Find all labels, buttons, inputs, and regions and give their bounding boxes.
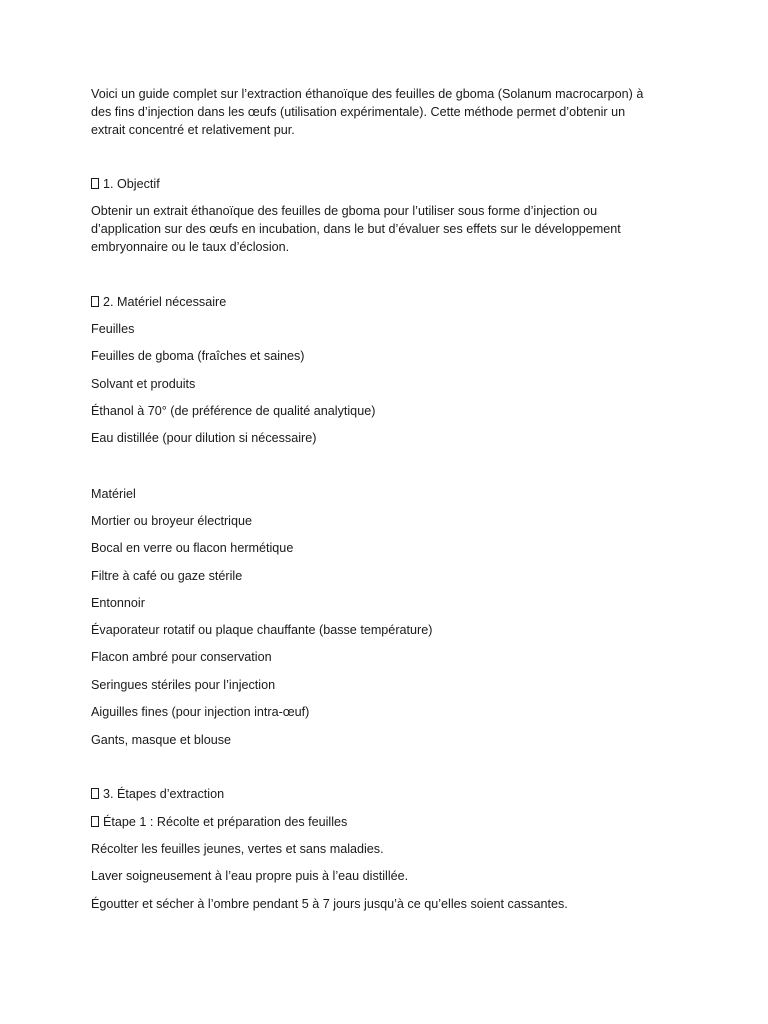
intro-line: des fins d’injection dans les œufs (utilisation expérimentale). Cette méthode permet d’obtenir un	[91, 105, 626, 119]
list-item: Eau distillée (pour dilution si nécessaire)	[91, 431, 317, 445]
intro-line: extrait concentré et relativement pur.	[91, 123, 295, 137]
objectif-line: d’application sur des œufs en incubation, dans le but d’évaluer ses effets sur le développement	[91, 222, 621, 236]
objectif-line: embryonnaire ou le taux d’éclosion.	[91, 240, 290, 254]
list-item: Aiguilles fines (pour injection intra-œuf)	[91, 705, 310, 719]
list-item: Évaporateur rotatif ou plaque chauffante (basse température)	[91, 623, 433, 637]
list-item: Entonnoir	[91, 596, 145, 610]
list-item: Mortier ou broyeur électrique	[91, 514, 252, 528]
list-item: Feuilles de gboma (fraîches et saines)	[91, 349, 305, 363]
list-item: Gants, masque et blouse	[91, 733, 232, 747]
step-heading: Étape 1 : Récolte et préparation des feuilles	[91, 813, 347, 831]
section-heading-materiel: 2. Matériel nécessaire	[91, 293, 226, 311]
missing-glyph-icon	[91, 178, 99, 189]
missing-glyph-icon	[91, 788, 99, 799]
list-item: Bocal en verre ou flacon hermétique	[91, 541, 294, 555]
list-item: Flacon ambré pour conservation	[91, 650, 272, 664]
section-heading-etapes: 3. Étapes d’extraction	[91, 785, 224, 803]
list-item: Solvant et produits	[91, 377, 196, 391]
list-item: Feuilles	[91, 322, 135, 336]
missing-glyph-icon	[91, 296, 99, 307]
intro-line: Voici un guide complet sur l’extraction éthanoïque des feuilles de gboma (Solanum macrocarpon) à	[91, 87, 644, 101]
section-heading-objectif: 1. Objectif	[91, 175, 160, 193]
list-item: Seringues stériles pour l’injection	[91, 678, 276, 692]
objectif-paragraph	[91, 202, 666, 256]
intro-paragraph	[91, 85, 666, 139]
list-item: Récolter les feuilles jeunes, vertes et sans maladies.	[91, 842, 384, 856]
list-item: Éthanol à 70° (de préférence de qualité analytique)	[91, 404, 376, 418]
objectif-line: Obtenir un extrait éthanoïque des feuilles de gboma pour l’utiliser sous forme d’injection ou	[91, 204, 598, 218]
missing-glyph-icon	[91, 816, 99, 827]
subheading-materiel: Matériel	[91, 487, 136, 501]
list-item: Égoutter et sécher à l’ombre pendant 5 à 7 jours jusqu’à ce qu’elles soient cassantes.	[91, 897, 568, 911]
list-item: Laver soigneusement à l’eau propre puis à l’eau distillée.	[91, 869, 409, 883]
list-item: Filtre à café ou gaze stérile	[91, 569, 243, 583]
